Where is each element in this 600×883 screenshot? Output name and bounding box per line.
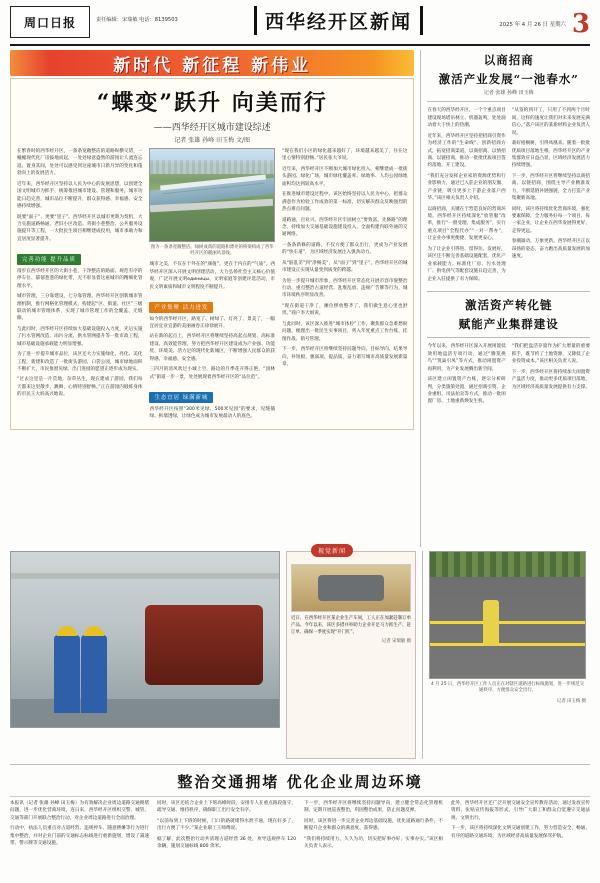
paragraph: “以前每到上下班的时候，门口的路就堵得水泄不通，现在好多了，出行方便了不少。”某企业职工王师傅说。 (157, 818, 296, 832)
paragraph: 行动中，执法人员重点对占道经营、违规停车、随意摆摊等行为进行集中整治，并对企业门前的交通标志标线进行重新施划，增设了减速带、警示牌等交通设施。 (10, 826, 149, 847)
photo-road-line (430, 621, 585, 624)
photo-worker-2 (81, 635, 107, 713)
paragraph: “我们将持续用力、久久为功，切实把好事办好、实事办实。”该区相关负责人表示。 (304, 836, 443, 850)
paragraph: “我们充分发挥企业家的资源优势和行业影响力，通过已入驻企业的朋友圈、产业链，吸引更多上下游企业落户西华。”该区相关负责人介绍。 (427, 173, 506, 202)
visual-news-card (286, 548, 416, 759)
right-article2-headline-line2: 赋能产业集群建设 (458, 316, 559, 331)
divider (427, 291, 590, 292)
paragraph: 在繁春时的西华经开区，一条条宽敞整洁的道路纵横交错，一幢幢现代化厂房拔地而起，一处处绿意盎然的游园让人流连忘返。置身其间，处处可以感受到这座城市日新月异的变化和蓬勃向上的发展活力。 (17, 149, 143, 177)
right-column (420, 50, 590, 547)
paragraph: 城市管理，三分靠建设，七分靠管理。西华经开区创新城市管理机制，推行网格化管理模式，构建起“区、街道、社区”三级联动的城市管理体系，实现了城市管理工作的全覆盖、无缝隙。 (17, 294, 143, 322)
bottom-column-1 (10, 800, 149, 854)
photo-floor (11, 699, 279, 727)
newspaper-logo: 周口日报 (10, 6, 90, 38)
right-article2-column-1 (427, 343, 505, 409)
page-number: 3 (571, 9, 590, 39)
paragraph: 近年来，西华经开区坚持以人民为中心的发展思想，以创建全国文明城市为抓手，统筹推进城市建设、管理和服务，城市功能日趋完善，城市品位不断提升，群众获得感、幸福感、安全感持续增强。 (17, 181, 143, 210)
main-body (10, 50, 590, 547)
paragraph: 与此同时，该区深入推进“城市体检”工作，聚焦群众急难愁盼问题，梳理出一批民生实事项目，列入年度重点工作台账，挂图作战、销号管理。 (281, 321, 408, 342)
paragraph: 同时，该区将进一步完善企业周边基础设施，优化道路通行条件，不断提升企业和群众的满意度、获得感。 (304, 818, 443, 832)
lead-headline: “蝶变”跃升 向美而行 (96, 90, 328, 116)
lead-article (10, 50, 414, 547)
visual-news-badge: 视觉新闻 (311, 544, 353, 557)
lead-column-1 (17, 148, 142, 423)
masthead (10, 6, 590, 46)
paragraph: 下一步，西华经开区将持续加大闲置资产盘活力度，推动更多优质项目落地，为区域经济高质量发展提供有力支撑。 (511, 369, 590, 390)
paragraph: 本报讯（记者 张雄 孙峰 田玉梅）为有效解决企业周边道路交通拥堵问题，进一步优化营商环境，连日来，西华经开区组织交警、城管、交通等部门开展联合整治行动，对企业周边道路进行全面治理。 (10, 801, 149, 821)
section-tag: 产业集聚 活力迸发 (149, 302, 213, 313)
right-article-headline-line1: 以商招商 (483, 53, 534, 67)
paragraph: “我们把盘活存量作为扩大增量的重要抓手，既节约了土地资源，又降低了企业投资成本。”该区相关负责人说。 (511, 344, 590, 365)
paragraph: 从“脏乱差”到“净畅美”，从“面子”到“里子”，西华经开区的城市建设正实现从量变到质变的跨越。 (281, 260, 408, 274)
divider (427, 101, 590, 102)
paragraph: 漫步在西华经开区的大街小巷，干净整洁的路面、规范有序的停车位、郁郁葱葱的绿化带，无不彰显着这座城市的精细化管理水平。 (17, 268, 143, 289)
lower-right-column (422, 551, 586, 759)
right-article2-headline-line1: 激活资产转化链 (464, 297, 553, 312)
paragraph: 此外，西华经开区还广泛开展交通安全宣传教育活动，通过发放宣传资料、张贴宣传海报等形式，引导广大职工和群众自觉遵守交通法规、文明出行。 (451, 801, 590, 821)
bottom-column-3 (304, 800, 443, 854)
paragraph: 以商招商，关键在于营造良好的营商环境。西华经开区持续深化“放管服”改革，推行“一窗受理、集成服务”，实行重点项目“全程代办”“一对一帮办”，让企业办事更便捷、发展更安心。 (427, 206, 506, 242)
paragraph: 近年来，西华经开区不断加大城市绿化投入，相继建成一批街头游园、绿化广场，城市绿化覆盖率、绿地率、人均公园绿地面积均达到较高水平。 (281, 166, 408, 187)
paragraph: 西华经开区按照“300米见绿、500米见园”的要求，见缝插绿、拆墙透绿，让绿色成为城市发展最动人的底色。 (149, 406, 275, 419)
right-column-1 (427, 107, 505, 286)
paragraph: “现在我们小区的绿化越来越好了，环境越来越美了，住在这里心情特别舒畅。”居民张大爷说。 (281, 149, 408, 162)
section-tag: 生态宜居 绿满新城 (149, 392, 213, 403)
paragraph: 该区建立闲置资产台账，逐宗分析研判，分类施策处置，通过招商引资、企业重组、司法拍卖等方式，推动一批闲置厂房、土地重新焕发生机。 (427, 377, 506, 405)
bottom-columns (10, 800, 590, 854)
paragraph: 今年以来，西华经开区深入开展闲置低效用地盘活专项行动，通过“腾笼换鸟”“筑巢引凤”等方式，推动闲置资产再利用，为产业发展腾出新空间。 (427, 344, 506, 372)
divider (10, 796, 590, 797)
paragraph: 在推进城市建设过程中，该区始终坚持以人民为中心，把群众满意作为检验工作成效的第一标准，切实解决群众反映强烈的热点难点问题。 (281, 192, 408, 213)
lead-subhead: ——西华经开区城市建设综述 (153, 123, 271, 133)
photo-helmet (84, 626, 104, 636)
paragraph: 如今的西华经开区，路宽了、树绿了、灯亮了、景美了，一幅宜居宜业宜游的美丽画卷正徐徐展开。 (149, 316, 275, 329)
masthead-editor-info: 责任编辑：宋瑞敏 电话：8139503 (96, 17, 178, 23)
paragraph: 为进一步提升城市形象，西华经开区常态化开展市容市貌整治行动，重点整治占道经营、乱堆乱放、违规广告牌等行为，城市环境秩序明显改善。 (281, 278, 408, 299)
right-article2-column-2 (512, 343, 590, 409)
photo-trees (430, 552, 585, 577)
paragraph: 下一步，西华经开区将继续坚持问题导向、目标导向、结果导向，补短板、强弱项、提品质，奋力谱写城市高质量发展新篇章。 (281, 347, 408, 367)
right-column-2 (512, 107, 590, 286)
paragraph: 为了进一步提升城市品位，该区还大力实施绿化、亮化、美化工程，新建和改造了一批街头游园、口袋公园，城市绿地面积不断扩大，市民推窗见绿、出门进园的愿望正逐步成为现实。 (17, 352, 143, 372)
paragraph: 同时，该区将持续优化营商环境，强化要素保障，全力服务好每一个项目、每一家企业，让企业在西华发展得更好、走得更远。 (511, 206, 590, 234)
right-article-byline: 记者 张雄 孙峰 田玉梅 (483, 90, 534, 97)
bottom-headline: 整治交通拥堵 优化企业周边环境 (177, 773, 423, 791)
road-photo-caption: 4 月 25 日，西华经开区工作人员正在对辖区道路进行标线施划，进一步规范交通秩序、方便群众安全出行。 (430, 682, 585, 694)
photo-machine (318, 575, 384, 601)
paragraph: 在春天的西华经开区，一个个重点项目建设现场塔吊林立、机器轰鸣，处处涌动着大干快上的热潮。 (427, 108, 506, 129)
aerial-city-photo (149, 148, 274, 242)
visual-news-credit: 记者 宋瑞敏 摄 (381, 639, 411, 645)
paragraph: 一条条新修的道路，不仅方便了群众出行，更成为产业发展的“快车道”，为区域经济发展注入强劲动力。 (281, 242, 408, 256)
lead-banner (10, 50, 414, 76)
right-article2-columns (427, 343, 590, 409)
bottom-column-4 (451, 800, 590, 854)
paragraph: 为了让企业引得进、留得住、发展好，该区还不断完善基础设施配套，优化产业承载能力。标准化厂房、污水处理厂、供电供气等配套设施日趋完善，为企业入驻提供了有力保障。 (427, 246, 506, 282)
paragraph: 既要“面子”，更要“里子”。西华经开区以城市更新为契机，大力实施道路畅通、老旧小区改造、背街小巷整治、公共服务设施提升等工程，一大批民生项目相继建成投用，城市承载力和宜居度显著提升。 (17, 214, 143, 242)
divider (427, 337, 590, 338)
paragraph: 下一步，西华经开区将继续坚持问题导向，建立健全常态化管理机制，定期开展巡查整治，巩固整治成果，防止问题反弹。 (304, 801, 443, 814)
paragraph: 据了解，此次整治行动共清理占道经营 36 处，劝导违规停车 120 余辆，施划交通标线 800 余米。 (157, 836, 296, 850)
right-article-columns (427, 107, 590, 286)
bottom-column-2 (157, 800, 296, 854)
lead-column-2 (149, 148, 274, 423)
paragraph: 与此同时，西华经开区持续加大基础设施投入力度，先后实施了污水管网改造、雨污分流、供水管网提升等一批市政工程，城市基础设施承载能力明显增强。 (17, 326, 143, 347)
banner-decoration-left (10, 50, 50, 76)
paragraph: 近年来，西华经开区坚持把招商引资作为经济工作的“生命线”，创新招商方式，拓宽招商渠道，以商招商、以情招商、以链招商，推动一批批优质项目签约落地、开工建设。 (427, 133, 506, 169)
paragraph: “现在街道干净了，摊位摆放整齐了，我们做生意心里也舒坦。”商户李大姐说。 (281, 303, 408, 317)
lead-columns (17, 148, 407, 423)
paragraph: 三四月的清风吹过小城上空，路边的月季花开得正艳，“园林式”街道一步一景，处处展现着西华经开区的“品位范”。 (149, 367, 275, 380)
paragraph: “从签约到开工，只用了不到两个月时间，这样的速度让我们对未来发展充满信心。”落户该区的某新材料企业负责人说。 (511, 108, 590, 136)
photo-pipe (11, 573, 279, 579)
masthead-right (499, 9, 590, 39)
masthead-center (178, 6, 499, 35)
paragraph: 站在新的起点上，西华经开区将继续坚持高起点规划、高标准建设、高效能管理，努力把西华经开区建设成为产业强、功能优、环境美、活力足的现代化新城区，不断增强人民群众的获得感、幸福感、安全感。 (149, 334, 275, 362)
lower-band (10, 548, 590, 759)
factory-workers-photo (10, 551, 280, 728)
paragraph: 下一步，西华经开区将继续坚持以商招商、以链招商，围绕主导产业精准发力，不断延链补链强链，全力打造产业集聚新高地。 (511, 173, 590, 202)
paragraph: 道路通，百业兴。西华经开区牢固树立“要致富、先修路”的理念，持续加大交通基础设施建设投入，全面构建内联外通的交通网络。 (281, 217, 408, 238)
photo-road-worker (483, 600, 499, 646)
paragraph: “过去这里是一片荒地，杂草丛生，现在建成了游园，我们每天都来这里散步、跳舞，心情特别舒畅。”正在游园内锻炼身体的市民王大妈高兴地说。 (17, 377, 143, 398)
section-tag: 完善功能 提升品质 (17, 254, 81, 265)
visual-news-photo (291, 564, 411, 612)
photo-road-line (430, 643, 585, 646)
photo-skyline (150, 160, 273, 174)
lead-byline: 记者 张雄 孙峰 田玉梅 文/图 (174, 137, 251, 144)
lead-article-box (10, 78, 414, 430)
paragraph: 城市之美，不仅在于外在的“颜值”，更在于内在的“气质”。西华经开区深入开展文明创建活动，大力弘扬社会主义核心价值观，广泛开展文明единицы、文明家庭等创建评选活动，市民文明素质和城市文明程度不断提升。 (149, 262, 275, 290)
photo-worker-1 (54, 635, 80, 713)
road-marking-photo (429, 551, 586, 679)
photo-caption: 图为一条条宽敞整洁、绿树成荫的道路和漂亮的桥梁构成了西华经开区的靓丽风景线。 (150, 245, 274, 257)
paragraph: 栽好梧桐树，引得凤凰来。随着一批批优质项目落地生根，西华经开区的产业集群效应日益凸显，区域经济发展活力持续增强。 (511, 141, 590, 169)
paragraph: 下一步，该区将持续深化文明交通创建工作，努力营造安全、畅通、有序的道路交通环境，为区域经济高质量发展保驾护航。 (451, 826, 590, 839)
bottom-article (10, 764, 590, 854)
right-article-headline-line2: 激活产业发展“一池春水” (438, 71, 579, 86)
lead-column-3 (282, 148, 407, 423)
banner-text: 新时代 新征程 新伟业 (113, 55, 312, 76)
banner-decoration-right (374, 50, 414, 76)
photo-tank (145, 605, 263, 686)
publication-date: 2025 年 4 月 26 日 星期六 (499, 22, 566, 29)
visual-news-text: 近日，在西华经开区某企业生产车间，工人正在加紧赶制订单产品。今年以来，该区多措并举助力企业开足马力抓生产、赶订单，确保一季度实现“开门红”。 (291, 616, 411, 636)
paragraph: 同时，该区还结合企业上下班高峰时段，安排专人在重点路段值守，疏导交通、维持秩序，确保职工出行安全有序。 (157, 801, 296, 814)
paragraph: 春潮涌动，万象更新。西华经开区正以昂扬的姿态，奋力跑出高质量发展的加速度。 (511, 239, 590, 260)
section-title: 西华经开区新闻 (254, 6, 423, 35)
road-photo-credit: 记者 田玉梅 摄 (556, 699, 586, 705)
photo-helmet (57, 626, 77, 636)
